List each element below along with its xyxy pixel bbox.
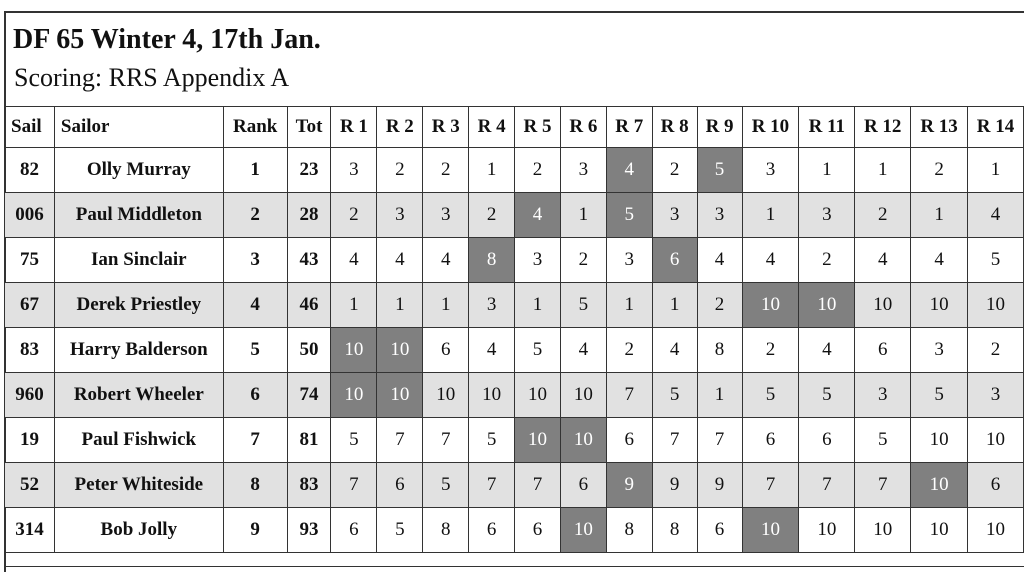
table-row — [5, 463, 1024, 508]
sailor-name-cell: Paul Middleton — [54, 193, 223, 238]
sail-number-cell: 82 — [5, 148, 55, 193]
table-row — [5, 193, 1024, 238]
sailor-name-cell: Bob Jolly — [54, 508, 223, 553]
race-score-cell: 2 — [515, 148, 561, 193]
race-score-cell: 7 — [855, 463, 911, 508]
sailor-name-cell: Derek Priestley — [54, 283, 223, 328]
rank-cell: 3 — [223, 238, 287, 283]
race-score-cell: 7 — [697, 418, 742, 463]
race-score-cell: 4 — [560, 328, 606, 373]
race-score-cell: 2 — [742, 328, 799, 373]
discarded-race-score-cell: 10 — [742, 283, 799, 328]
race-score-cell: 8 — [606, 508, 652, 553]
table-row — [5, 148, 1024, 193]
race-score-cell: 9 — [652, 463, 697, 508]
total-cell: 74 — [287, 373, 331, 418]
rank-cell: 5 — [223, 328, 287, 373]
sailor-name-cell: Ian Sinclair — [54, 238, 223, 283]
race-score-cell: 7 — [652, 418, 697, 463]
discarded-race-score-cell: 10 — [515, 418, 561, 463]
race-score-cell: 7 — [515, 463, 561, 508]
sail-number-cell: 314 — [5, 508, 55, 553]
sail-number-cell: 19 — [5, 418, 55, 463]
race-score-cell: 3 — [742, 148, 799, 193]
race-score-cell: 1 — [855, 148, 911, 193]
table-row — [5, 373, 1024, 418]
race-score-cell: 9 — [697, 463, 742, 508]
race-score-cell: 1 — [799, 148, 855, 193]
race-score-cell: 2 — [799, 238, 855, 283]
race-score-cell: 2 — [697, 283, 742, 328]
discarded-race-score-cell: 4 — [515, 193, 561, 238]
race-score-cell: 3 — [697, 193, 742, 238]
total-cell: 93 — [287, 508, 331, 553]
table-row — [5, 238, 1024, 283]
race-score-cell: 5 — [742, 373, 799, 418]
race-score-cell: 5 — [515, 328, 561, 373]
race-score-cell: 1 — [515, 283, 561, 328]
sailor-name-cell: Olly Murray — [54, 148, 223, 193]
page-title: DF 65 Winter 4, 17th Jan. — [13, 24, 321, 55]
race-score-cell: 5 — [652, 373, 697, 418]
race-score-cell: 10 — [560, 373, 606, 418]
sail-number-cell: 52 — [5, 463, 55, 508]
race-score-cell: 5 — [799, 373, 855, 418]
table-header-row — [5, 107, 1024, 148]
race-score-cell: 5 — [968, 238, 1024, 283]
discarded-race-score-cell: 5 — [606, 193, 652, 238]
race-score-cell: 1 — [560, 193, 606, 238]
race-score-cell: 10 — [911, 508, 968, 553]
table-row — [5, 508, 1024, 553]
race-score-cell: 4 — [331, 238, 377, 283]
column-header-r5: R 5 — [515, 107, 561, 148]
column-header-r9: R 9 — [697, 107, 742, 148]
sail-number-cell: 006 — [5, 193, 55, 238]
discarded-race-score-cell: 5 — [697, 148, 742, 193]
sailor-name-cell: Harry Balderson — [54, 328, 223, 373]
race-score-cell: 1 — [377, 283, 423, 328]
column-header-rank: Rank — [223, 107, 287, 148]
column-header-r2: R 2 — [377, 107, 423, 148]
results-table — [4, 106, 1024, 553]
discarded-race-score-cell: 10 — [742, 508, 799, 553]
race-score-cell: 7 — [799, 463, 855, 508]
race-score-cell: 10 — [515, 373, 561, 418]
discarded-race-score-cell: 10 — [560, 508, 606, 553]
race-score-cell: 2 — [911, 148, 968, 193]
total-cell: 50 — [287, 328, 331, 373]
race-score-cell: 4 — [968, 193, 1024, 238]
race-score-cell: 6 — [515, 508, 561, 553]
race-score-cell: 1 — [652, 283, 697, 328]
race-score-cell: 1 — [697, 373, 742, 418]
race-score-cell: 5 — [331, 418, 377, 463]
race-score-cell: 7 — [331, 463, 377, 508]
column-header-tot: Tot — [287, 107, 331, 148]
race-score-cell: 7 — [423, 418, 469, 463]
table-row — [5, 418, 1024, 463]
race-score-cell: 1 — [606, 283, 652, 328]
race-score-cell: 2 — [606, 328, 652, 373]
race-score-cell: 4 — [697, 238, 742, 283]
race-score-cell: 4 — [652, 328, 697, 373]
race-score-cell: 7 — [606, 373, 652, 418]
column-header-r7: R 7 — [606, 107, 652, 148]
race-score-cell: 10 — [799, 508, 855, 553]
discarded-race-score-cell: 8 — [469, 238, 515, 283]
column-header-r13: R 13 — [911, 107, 968, 148]
race-score-cell: 6 — [560, 463, 606, 508]
race-score-cell: 6 — [423, 328, 469, 373]
race-score-cell: 3 — [469, 283, 515, 328]
column-header-r10: R 10 — [742, 107, 799, 148]
race-score-cell: 6 — [377, 463, 423, 508]
column-header-r4: R 4 — [469, 107, 515, 148]
race-score-cell: 10 — [911, 418, 968, 463]
race-score-cell: 10 — [855, 508, 911, 553]
table-row — [5, 283, 1024, 328]
race-score-cell: 2 — [331, 193, 377, 238]
discarded-race-score-cell: 10 — [377, 328, 423, 373]
rank-cell: 7 — [223, 418, 287, 463]
race-score-cell: 4 — [855, 238, 911, 283]
race-score-cell: 4 — [799, 328, 855, 373]
race-score-cell: 2 — [652, 148, 697, 193]
race-score-cell: 1 — [968, 148, 1024, 193]
race-score-cell: 6 — [331, 508, 377, 553]
race-score-cell: 2 — [968, 328, 1024, 373]
sail-number-cell: 67 — [5, 283, 55, 328]
sailor-name-cell: Peter Whiteside — [54, 463, 223, 508]
race-score-cell: 10 — [968, 283, 1024, 328]
race-score-cell: 3 — [855, 373, 911, 418]
total-cell: 83 — [287, 463, 331, 508]
race-score-cell: 4 — [469, 328, 515, 373]
total-cell: 28 — [287, 193, 331, 238]
discarded-race-score-cell: 10 — [911, 463, 968, 508]
table-row — [5, 328, 1024, 373]
column-header-r3: R 3 — [423, 107, 469, 148]
race-score-cell: 10 — [469, 373, 515, 418]
race-score-cell: 8 — [652, 508, 697, 553]
discarded-race-score-cell: 10 — [331, 328, 377, 373]
race-score-cell: 5 — [423, 463, 469, 508]
race-score-cell: 3 — [377, 193, 423, 238]
rank-cell: 1 — [223, 148, 287, 193]
column-header-sail: Sail — [5, 107, 55, 148]
race-score-cell: 7 — [377, 418, 423, 463]
race-score-cell: 2 — [423, 148, 469, 193]
column-header-sailor: Sailor — [54, 107, 223, 148]
rank-cell: 2 — [223, 193, 287, 238]
discarded-race-score-cell: 4 — [606, 148, 652, 193]
race-score-cell: 3 — [911, 328, 968, 373]
race-score-cell: 6 — [606, 418, 652, 463]
race-score-cell: 7 — [742, 463, 799, 508]
sail-number-cell: 83 — [5, 328, 55, 373]
race-score-cell: 6 — [855, 328, 911, 373]
race-score-cell: 4 — [377, 238, 423, 283]
sailor-name-cell: Robert Wheeler — [54, 373, 223, 418]
race-score-cell: 6 — [742, 418, 799, 463]
race-score-cell: 2 — [560, 238, 606, 283]
discarded-race-score-cell: 10 — [331, 373, 377, 418]
scoring-subtitle: Scoring: RRS Appendix A — [14, 63, 290, 92]
discarded-race-score-cell: 10 — [799, 283, 855, 328]
discarded-race-score-cell: 10 — [377, 373, 423, 418]
race-score-cell: 1 — [911, 193, 968, 238]
race-score-cell: 3 — [606, 238, 652, 283]
column-header-r8: R 8 — [652, 107, 697, 148]
race-score-cell: 3 — [799, 193, 855, 238]
race-score-cell: 10 — [423, 373, 469, 418]
race-score-cell: 4 — [742, 238, 799, 283]
race-score-cell: 5 — [855, 418, 911, 463]
column-header-r6: R 6 — [560, 107, 606, 148]
column-header-r1: R 1 — [331, 107, 377, 148]
race-score-cell: 5 — [560, 283, 606, 328]
discarded-race-score-cell: 9 — [606, 463, 652, 508]
race-score-cell: 6 — [697, 508, 742, 553]
sailor-name-cell: Paul Fishwick — [54, 418, 223, 463]
column-header-r12: R 12 — [855, 107, 911, 148]
discarded-race-score-cell: 6 — [652, 238, 697, 283]
race-score-cell: 7 — [469, 463, 515, 508]
total-cell: 81 — [287, 418, 331, 463]
total-cell: 46 — [287, 283, 331, 328]
race-score-cell: 5 — [911, 373, 968, 418]
race-score-cell: 2 — [469, 193, 515, 238]
race-score-cell: 10 — [911, 283, 968, 328]
rank-cell: 6 — [223, 373, 287, 418]
table-bottom-divider — [4, 566, 1024, 567]
total-cell: 43 — [287, 238, 331, 283]
race-score-cell: 6 — [968, 463, 1024, 508]
race-score-cell: 5 — [377, 508, 423, 553]
race-score-cell: 5 — [469, 418, 515, 463]
rank-cell: 9 — [223, 508, 287, 553]
race-score-cell: 3 — [652, 193, 697, 238]
race-score-cell: 10 — [968, 508, 1024, 553]
sail-number-cell: 960 — [5, 373, 55, 418]
race-score-cell: 1 — [469, 148, 515, 193]
race-score-cell: 3 — [423, 193, 469, 238]
race-score-cell: 3 — [515, 238, 561, 283]
rank-cell: 4 — [223, 283, 287, 328]
race-score-cell: 10 — [968, 418, 1024, 463]
race-score-cell: 8 — [423, 508, 469, 553]
race-score-cell: 4 — [911, 238, 968, 283]
race-score-cell: 2 — [377, 148, 423, 193]
column-header-r14: R 14 — [968, 107, 1024, 148]
race-score-cell: 6 — [469, 508, 515, 553]
race-score-cell: 6 — [799, 418, 855, 463]
race-score-cell: 2 — [855, 193, 911, 238]
discarded-race-score-cell: 10 — [560, 418, 606, 463]
rank-cell: 8 — [223, 463, 287, 508]
race-score-cell: 3 — [331, 148, 377, 193]
race-score-cell: 3 — [968, 373, 1024, 418]
race-score-cell: 10 — [855, 283, 911, 328]
race-score-cell: 3 — [560, 148, 606, 193]
sail-number-cell: 75 — [5, 238, 55, 283]
column-header-r11: R 11 — [799, 107, 855, 148]
race-score-cell: 1 — [423, 283, 469, 328]
race-score-cell: 8 — [697, 328, 742, 373]
race-score-cell: 1 — [742, 193, 799, 238]
total-cell: 23 — [287, 148, 331, 193]
race-score-cell: 4 — [423, 238, 469, 283]
race-score-cell: 1 — [331, 283, 377, 328]
